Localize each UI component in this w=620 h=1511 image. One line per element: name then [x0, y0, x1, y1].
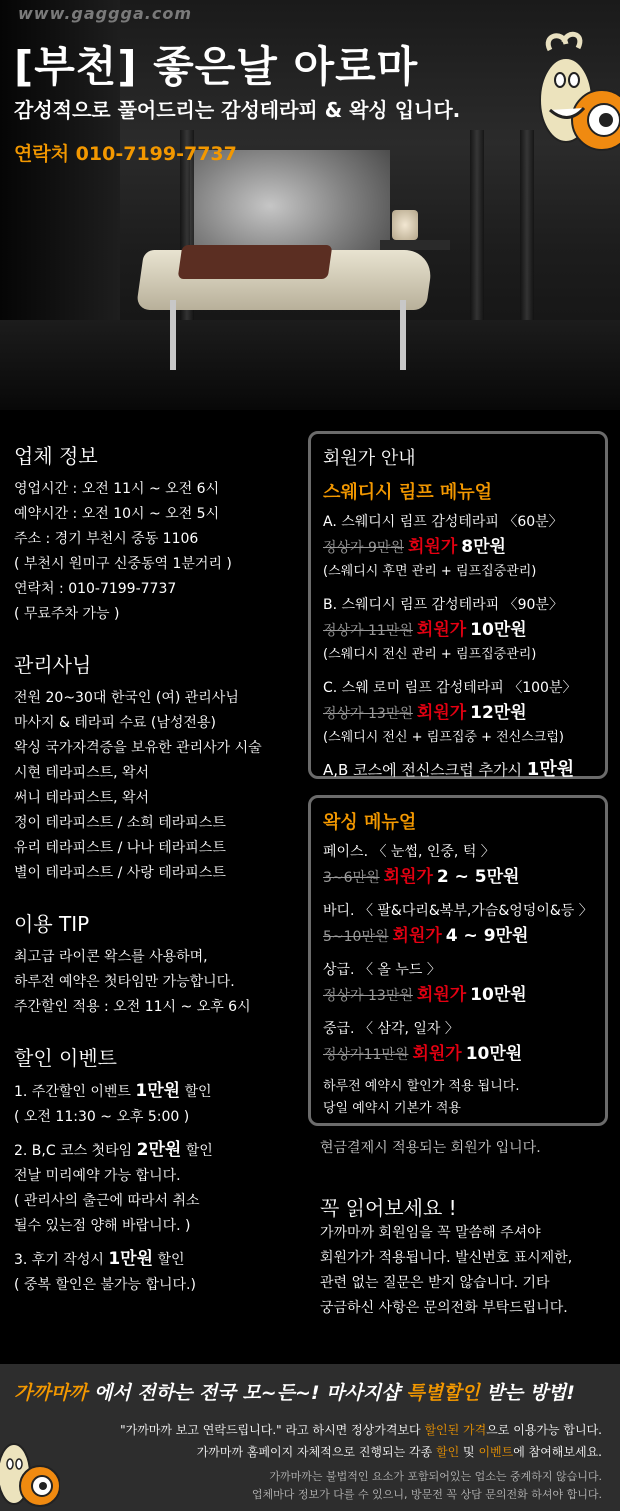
footer-line: "가까마까 보고 연락드립니다." 라고 하시면 정상가격보다 할인된 가격으로 이용가능 합니다.	[120, 1423, 602, 1437]
discount-event-3: 3. 후기 작성시 1만원 할인	[14, 1249, 185, 1269]
discount-event-1: 1. 주간할인 이벤트 1만원 할인	[14, 1081, 212, 1101]
waxing-note: 당일 예약시 기본가 적용	[323, 1101, 461, 1116]
hero-bed-leg	[170, 300, 176, 370]
page-title: [부천] 좋은날 아로마	[14, 42, 419, 91]
membership-heading: 회원가 안내	[323, 448, 416, 469]
hero-towel	[178, 245, 333, 279]
course-desc: (스웨디시 후면 관리 + 림프집중관리)	[323, 564, 537, 579]
info-line: ( 부천시 원미구 신중동역 1분거리 )	[14, 556, 232, 572]
staff-line: 시현 테라피스트, 왁서	[14, 765, 150, 781]
discount-event-1-note: ( 오전 11:30 ~ 오후 5:00 )	[14, 1109, 190, 1125]
info-line: 영업시간 : 오전 11시 ~ 오전 6시	[14, 481, 220, 497]
discount-event-2: 2. B,C 코스 첫타임 2만원 할인	[14, 1140, 213, 1160]
header-contact[interactable]: 연락처 010-7199-7737	[14, 143, 237, 165]
read-body: 가까마까 회원임을 꼭 말씀해 주셔야 회원가가 적용됩니다. 발신번호 표시제한, 관련 없는 질문은 받지 않습니다. 기타 궁금하신 사항은 문의전화 부탁드립니다.	[320, 1225, 573, 1316]
staff-line: 유리 테라피스트 / 나나 테라피스트	[14, 840, 226, 856]
left-column	[14, 440, 299, 1298]
cash-note: 현금결제시 적용되는 회원가 입니다.	[320, 1140, 541, 1156]
hero-curtain	[470, 130, 484, 330]
staff-line: 별이 테라피스트 / 사랑 테라피스트	[14, 865, 226, 881]
snail-mascot-icon	[0, 1434, 60, 1511]
course-name: B. 스웨디시 림프 감성테라피 〈90분〉	[323, 597, 563, 613]
staff-line: 왁싱 국가자격증을 보유한 관리사가 시술	[14, 740, 262, 756]
hero-floor	[0, 320, 620, 410]
course-price: 정상가 13만원 회원가 12만원	[323, 703, 527, 723]
tip-line: 하루전 예약은 첫타임만 가능합니다.	[14, 974, 235, 990]
footer-promo: 가까마까 에서 전하는 전국 모~든~! 마사지샵 특별할인 받는 방법!	[14, 1382, 575, 1404]
tip-line: 주간할인 적용 : 오전 11시 ~ 오후 6시	[14, 999, 251, 1015]
read-heading: 꼭 읽어보세요 !	[320, 1196, 457, 1220]
footer-disclaimer: 업체마다 정보가 다를 수 있으니, 방문전 꼭 상담 문의전화 하셔야 합니다.	[251, 1488, 602, 1501]
discount-event-2-line: 전날 미리예약 가능 합니다.	[14, 1168, 181, 1184]
page-subtitle: 감성적으로 풀어드리는 감성테라피 & 왁싱 입니다.	[14, 98, 461, 122]
tip-line: 최고급 라이콘 왁스를 사용하며,	[14, 949, 208, 965]
discount-event-3-note: ( 중복 할인은 불가능 합니다.)	[14, 1277, 196, 1293]
course-name: C. 스웨 로미 림프 감성테라피 〈100분〉	[323, 680, 577, 696]
scrub-addon: A,B 코스에 전신스크럽 추가시 1만원	[323, 759, 575, 780]
waxing-box	[308, 795, 608, 1126]
staff-line: 전원 20~30대 한국인 (여) 관리사님	[14, 690, 239, 706]
course-desc: (스웨디시 전신 관리 + 림프집중관리)	[323, 647, 537, 662]
course-name: A. 스웨디시 림프 감성테라피 〈60분〉	[323, 514, 563, 530]
waxing-item: 페이스. 〈 눈썹, 인중, 턱 〉 3~6만원 회원가 2 ~ 5만원	[323, 844, 520, 887]
discount-event-2-line: ( 관리사의 출근에 따라서 취소	[14, 1193, 200, 1209]
waxing-note: 하루전 예약시 할인가 적용 됩니다.	[323, 1079, 520, 1094]
site-watermark: www.gaggga.com	[18, 4, 193, 23]
waxing-item: 상급. 〈 올 누드 〉 정상가 13만원 회원가 10만원	[323, 962, 527, 1005]
footer-disclaimer: 가까마까는 불법적인 요소가 포함되어있는 업소는 중계하지 않습니다.	[269, 1470, 602, 1483]
hero-bed-leg	[400, 300, 406, 370]
staff-line: 정이 테라피스트 / 소희 테라피스트	[14, 815, 226, 831]
waxing-item: 바디. 〈 팔&다리&복부,가슴&엉덩이&등 〉 5~10만원 회원가 4 ~ 9만원	[323, 903, 593, 946]
hero-lamp	[392, 210, 418, 240]
staff-heading: 관리사님	[14, 653, 92, 677]
course-price: 정상가 9만원 회원가 8만원	[323, 537, 506, 557]
footer	[0, 1364, 620, 1511]
snail-mascot-icon	[538, 30, 620, 162]
course-desc: (스웨디시 전신 + 림프집중 + 전신스크럽)	[323, 730, 564, 745]
discount-event-2-line: 될수 있는점 양해 바랍니다. )	[14, 1218, 191, 1234]
tip-heading: 이용 TIP	[14, 912, 90, 936]
info-line: 주소 : 경기 부천시 중동 1106	[14, 531, 199, 547]
waxing-heading: 왁싱 메뉴얼	[323, 812, 417, 833]
info-heading: 업체 정보	[14, 444, 98, 468]
info-line: 예약시간 : 오전 10시 ~ 오전 5시	[14, 506, 220, 522]
swedish-menu-title: 스웨디시 림프 메뉴얼	[323, 482, 493, 503]
membership-box	[308, 431, 608, 779]
footer-line: 가까마까 홈페이지 자체적으로 진행되는 각종 할인 및 이벤트에 참여해보세요.	[196, 1445, 602, 1459]
info-line: ( 무료주차 가능 )	[14, 606, 120, 622]
waxing-item: 중급. 〈 삼각, 일자 〉 정상가11만원 회원가 10만원	[323, 1021, 523, 1064]
discount-heading: 할인 이벤트	[14, 1046, 117, 1070]
hero-side-table	[380, 240, 450, 250]
course-price: 정상가 11만원 회원가 10만원	[323, 620, 527, 640]
staff-line: 써니 테라피스트, 왁서	[14, 790, 150, 806]
hero-curtain	[520, 130, 534, 330]
info-line[interactable]: 연락처 : 010-7199-7737	[14, 581, 177, 597]
staff-line: 마사지 & 테라피 수료 (남성전용)	[14, 715, 216, 731]
